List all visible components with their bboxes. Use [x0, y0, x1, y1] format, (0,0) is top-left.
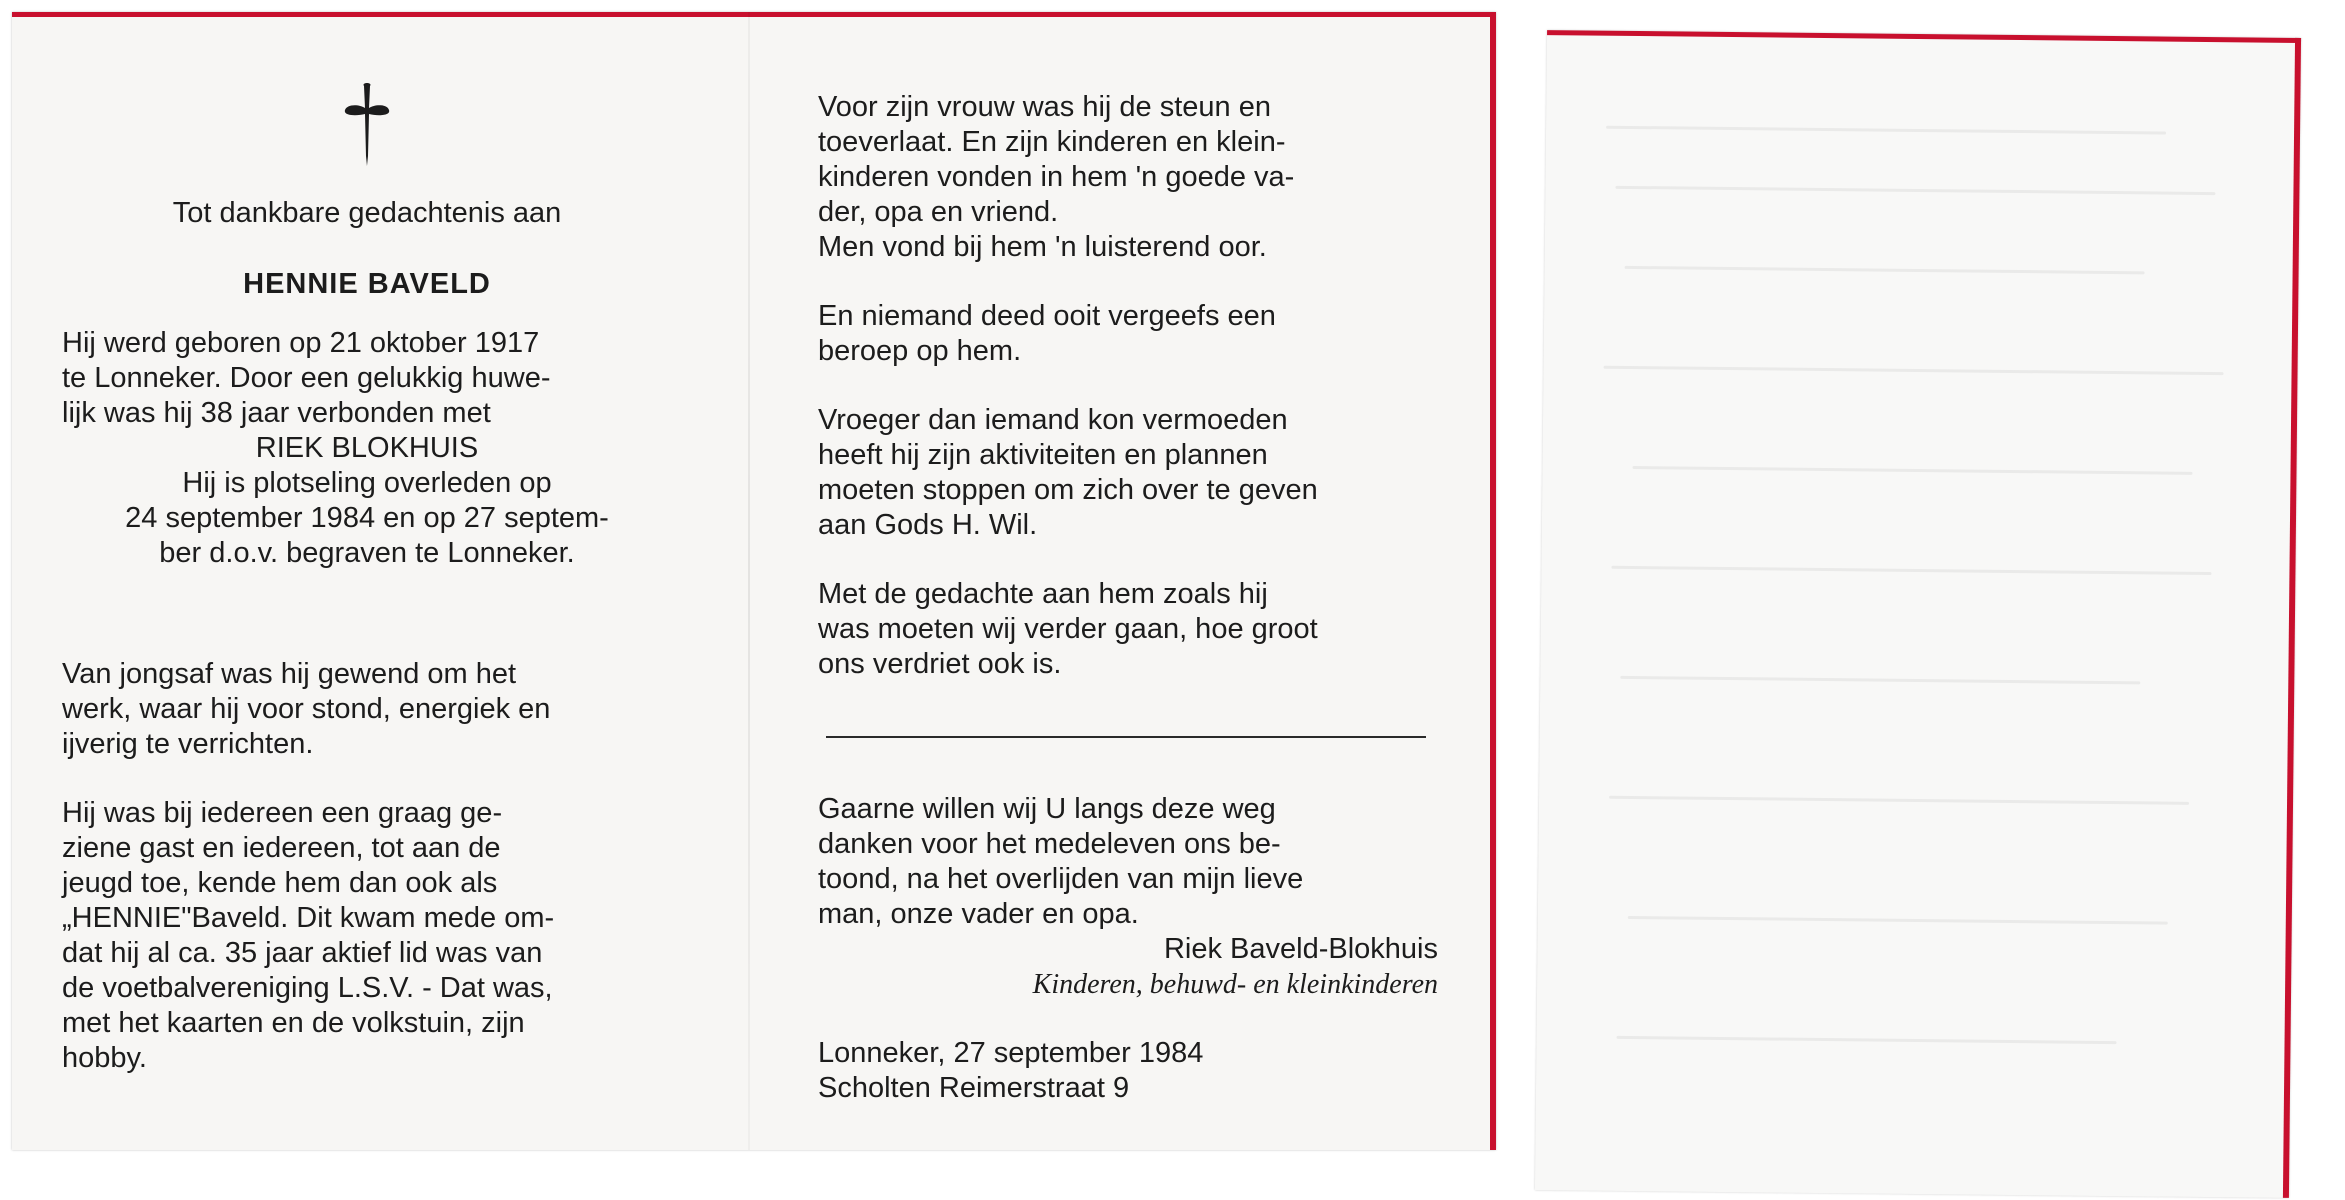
memorial-card-back: [1535, 30, 2301, 1198]
helpful-paragraph: [818, 299, 1438, 369]
birth-text: [62, 326, 672, 431]
memorial-heading: Tot dankbare gedachtenis aan: [172, 197, 562, 229]
text-line: der, opa en vriend.: [818, 196, 1059, 228]
text-line: Voor zijn vrouw was hij de steun en: [818, 91, 1271, 123]
cross-icon: [337, 80, 397, 170]
text-line: met het kaarten en de volkstuin, zijn: [62, 1007, 525, 1039]
family-signature: Kinderen, behuwd- en kleinkinderen: [1032, 969, 1438, 1000]
bleed-through-text: [1615, 186, 2215, 195]
text-line: ijverig te verrichten.: [62, 728, 314, 760]
text-line: toond, na het overlijden van mijn lieve: [818, 863, 1304, 895]
text-line: ber d.o.v. begraven te Lonneker.: [159, 537, 575, 569]
text-line: Hij was bij iedereen een graag ge-: [62, 797, 503, 829]
bleed-through-text: [1620, 676, 2140, 684]
remembrance-paragraph: [818, 577, 1438, 682]
bleed-through-text: [1625, 266, 2145, 274]
bleed-through-text: [1606, 126, 2166, 135]
text-line: kinderen vonden in hem 'n goede va-: [818, 161, 1295, 193]
death-text: [62, 466, 672, 571]
text-line: toeverlaat. En zijn kinderen en klein-: [818, 126, 1286, 158]
text-line: Met de gedachte aan hem zoals hij: [818, 578, 1268, 610]
signature: Riek Baveld-Blokhuis: [1163, 933, 1438, 965]
family-paragraph: [818, 90, 1438, 230]
text-line: dat hij al ca. 35 jaar aktief lid was van: [62, 937, 543, 969]
text-line: moeten stoppen om zich over te geven: [818, 474, 1318, 506]
spouse-name: RIEK BLOKHUIS: [255, 432, 479, 464]
activities-paragraph: [818, 403, 1438, 543]
text-line: ons verdriet ook is.: [818, 648, 1062, 680]
text-line: de voetbalvereniging L.S.V. - Dat was,: [62, 972, 553, 1004]
thanks-paragraph: [818, 792, 1438, 932]
place-date: Lonneker, 27 september 1984: [818, 1037, 1204, 1069]
text-line: werk, waar hij voor stond, energiek en: [62, 693, 551, 725]
bleed-through-text: [1611, 566, 2211, 575]
divider-line: [826, 736, 1426, 738]
text-line: lijk was hij 38 jaar verbonden met: [62, 397, 491, 429]
text-line: danken voor het medeleven ons be-: [818, 828, 1281, 860]
text-line: Men vond bij hem 'n luisterend oor.: [818, 231, 1267, 263]
text-line: jeugd toe, kende hem dan ook als: [62, 867, 498, 899]
text-line: man, onze vader en opa.: [818, 898, 1139, 930]
text-line: Vroeger dan iemand kon vermoeden: [818, 404, 1288, 436]
text-line: heeft hij zijn aktiviteiten en plannen: [818, 439, 1268, 471]
text-line: beroep op hem.: [818, 335, 1022, 367]
left-panel: [62, 80, 672, 1076]
bleed-through-text: [1617, 1036, 2117, 1044]
text-line: te Lonneker. Door een gelukkig huwe-: [62, 362, 551, 394]
social-paragraph: [62, 796, 672, 1076]
text-line: Van jongsaf was hij gewend om het: [62, 658, 517, 690]
bleed-through-text: [1609, 796, 2189, 805]
text-line: hobby.: [62, 1042, 147, 1074]
text-line: Hij is plotseling overleden op: [182, 467, 552, 499]
text-line: Hij werd geboren op 21 oktober 1917: [62, 327, 540, 359]
work-paragraph: [62, 657, 672, 762]
bleed-through-text: [1633, 466, 2193, 475]
text-line: 24 september 1984 en op 27 septem-: [125, 502, 609, 534]
card-fold-line: [748, 12, 750, 1150]
bleed-through-text: [1604, 366, 2224, 375]
street-address: Scholten Reimerstraat 9: [818, 1072, 1130, 1104]
text-line: was moeten wij verder gaan, hoe groot: [818, 613, 1318, 645]
deceased-name: HENNIE BAVELD: [243, 268, 491, 300]
text-line: aan Gods H. Wil.: [818, 509, 1038, 541]
right-panel: [818, 90, 1438, 1106]
text-line: ziene gast en iedereen, tot aan de: [62, 832, 501, 864]
text-line: En niemand deed ooit vergeefs een: [818, 300, 1276, 332]
text-line: „HENNIE"Baveld. Dit kwam mede om-: [62, 902, 555, 934]
bleed-through-text: [1628, 916, 2168, 925]
text-line: Gaarne willen wij U langs deze weg: [818, 793, 1276, 825]
